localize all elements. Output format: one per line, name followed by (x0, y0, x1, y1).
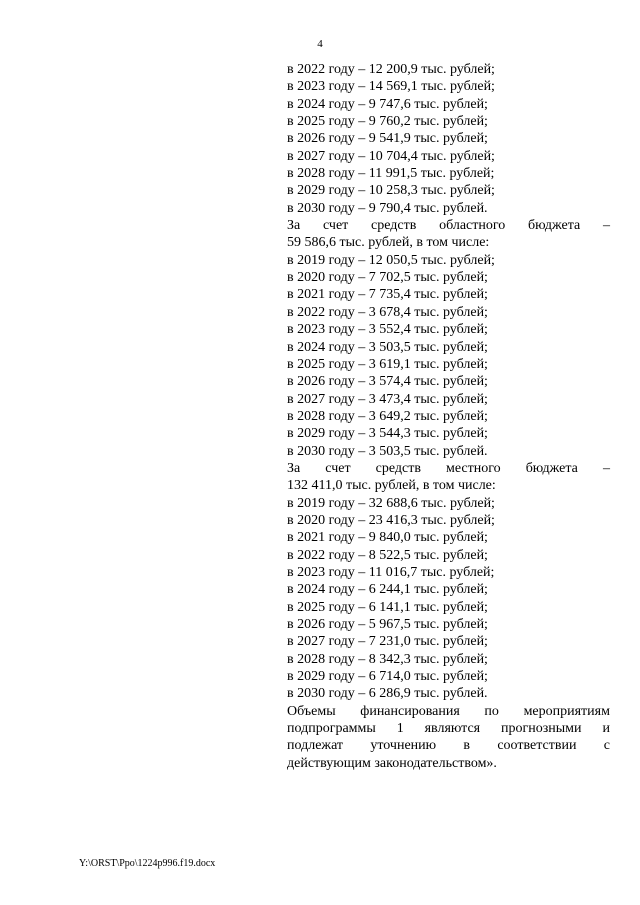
closing-word: Объемы (287, 703, 336, 719)
regional-budget-total: 59 586,6 тыс. рублей, в том числе: (287, 235, 490, 251)
funding-line: в 2030 году – 6 286,9 тыс. рублей. (287, 686, 488, 702)
funding-line: в 2023 году – 11 016,7 тыс. рублей; (287, 564, 495, 580)
closing-word: финансирования (360, 703, 460, 719)
closing-word: прогнозными (501, 721, 582, 737)
closing-word: и (602, 721, 610, 737)
closing-word: являются (424, 721, 481, 737)
heading-word: средств (371, 218, 417, 234)
funding-line: в 2027 году – 3 473,4 тыс. рублей; (287, 391, 488, 407)
funding-line: в 2023 году – 3 552,4 тыс. рублей; (287, 322, 488, 338)
closing-paragraph (287, 703, 610, 772)
heading-word: За (287, 460, 301, 476)
funding-line: в 2024 году – 3 503,5 тыс. рублей; (287, 339, 488, 355)
closing-word: по (484, 703, 499, 719)
funding-line: в 2029 году – 10 258,3 тыс. рублей; (287, 183, 495, 199)
funding-line: в 2028 году – 11 991,5 тыс. рублей; (287, 166, 495, 182)
funding-line: в 2021 году – 7 735,4 тыс. рублей; (287, 287, 488, 303)
funding-line: в 2024 году – 6 244,1 тыс. рублей; (287, 582, 488, 598)
funding-line: в 2030 году – 3 503,5 тыс. рублей. (287, 443, 488, 459)
funding-line: в 2023 году – 14 569,1 тыс. рублей; (287, 79, 495, 95)
regional-budget-year-list (287, 252, 610, 460)
funding-line: в 2022 году – 12 200,9 тыс. рублей; (287, 62, 495, 77)
local-budget-year-list (287, 495, 610, 703)
footer-file-path: Y:\ORST\Ppo\1224p996.f19.docx (79, 858, 216, 869)
closing-line (287, 703, 610, 720)
closing-word: подпрограммы (287, 721, 376, 737)
funding-line: в 2026 году – 5 967,5 тыс. рублей; (287, 617, 488, 632)
funding-line: в 2029 году – 3 544,3 тыс. рублей; (287, 426, 488, 442)
funding-line: в 2020 году – 23 416,3 тыс. рублей; (287, 512, 495, 528)
funding-line: в 2026 году – 9 541,9 тыс. рублей; (287, 131, 488, 147)
funding-line: в 2028 году – 8 342,3 тыс. рублей; (287, 651, 488, 667)
closing-word: в (463, 738, 471, 754)
heading-word: местного (446, 460, 501, 476)
closing-line (287, 737, 610, 754)
funding-line: в 2025 году – 9 760,2 тыс. рублей; (287, 114, 488, 130)
closing-last-line: действующим законодательством». (287, 755, 497, 771)
regional-budget-section (287, 217, 610, 460)
document-body (287, 61, 610, 772)
heading-word: бюджета (525, 460, 578, 476)
regional-budget-heading (287, 217, 610, 234)
heading-word: счет (322, 218, 349, 234)
funding-line: в 2019 году – 32 688,6 тыс. рублей; (287, 495, 495, 511)
funding-by-year-list (287, 61, 610, 217)
heading-word: бюджета (528, 218, 581, 234)
closing-word: уточнению (370, 738, 437, 754)
funding-line: в 2027 году – 10 704,4 тыс. рублей; (287, 148, 495, 164)
funding-line: в 2028 году – 3 649,2 тыс. рублей; (287, 408, 488, 424)
closing-word: 1 (396, 721, 404, 737)
funding-line: в 2026 году – 3 574,4 тыс. рублей; (287, 374, 488, 390)
funding-line: в 2022 году – 8 522,5 тыс. рублей; (287, 547, 488, 563)
funding-line: в 2021 году – 9 840,0 тыс. рублей; (287, 530, 488, 546)
page-number: 4 (317, 38, 323, 50)
closing-word: подлежат (287, 738, 344, 754)
funding-line: в 2025 году – 3 619,1 тыс. рублей; (287, 356, 488, 372)
closing-word: соответствии (497, 738, 577, 754)
local-budget-section (287, 460, 610, 703)
heading-word: – (602, 218, 610, 234)
funding-line: в 2020 году – 7 702,5 тыс. рублей; (287, 270, 488, 286)
funding-line: в 2030 году – 9 790,4 тыс. рублей. (287, 200, 488, 216)
heading-word: счет (325, 460, 351, 476)
funding-line: в 2027 году – 7 231,0 тыс. рублей; (287, 634, 488, 650)
closing-word: с (603, 738, 610, 754)
heading-word: средств (375, 460, 421, 476)
funding-line: в 2024 году – 9 747,6 тыс. рублей; (287, 96, 488, 112)
closing-word: мероприятиям (523, 703, 610, 719)
local-budget-heading (287, 460, 610, 477)
funding-line: в 2029 году – 6 714,0 тыс. рублей; (287, 669, 488, 685)
heading-word: За (287, 218, 301, 234)
funding-line: в 2022 году – 3 678,4 тыс. рублей; (287, 304, 488, 320)
heading-word: областного (439, 218, 506, 234)
funding-line: в 2019 году – 12 050,5 тыс. рублей; (287, 252, 495, 268)
closing-line (287, 720, 610, 737)
funding-line: в 2025 году – 6 141,1 тыс. рублей; (287, 599, 488, 615)
heading-word: – (602, 460, 610, 476)
local-budget-total: 132 411,0 тыс. рублей, в том числе: (287, 478, 496, 494)
